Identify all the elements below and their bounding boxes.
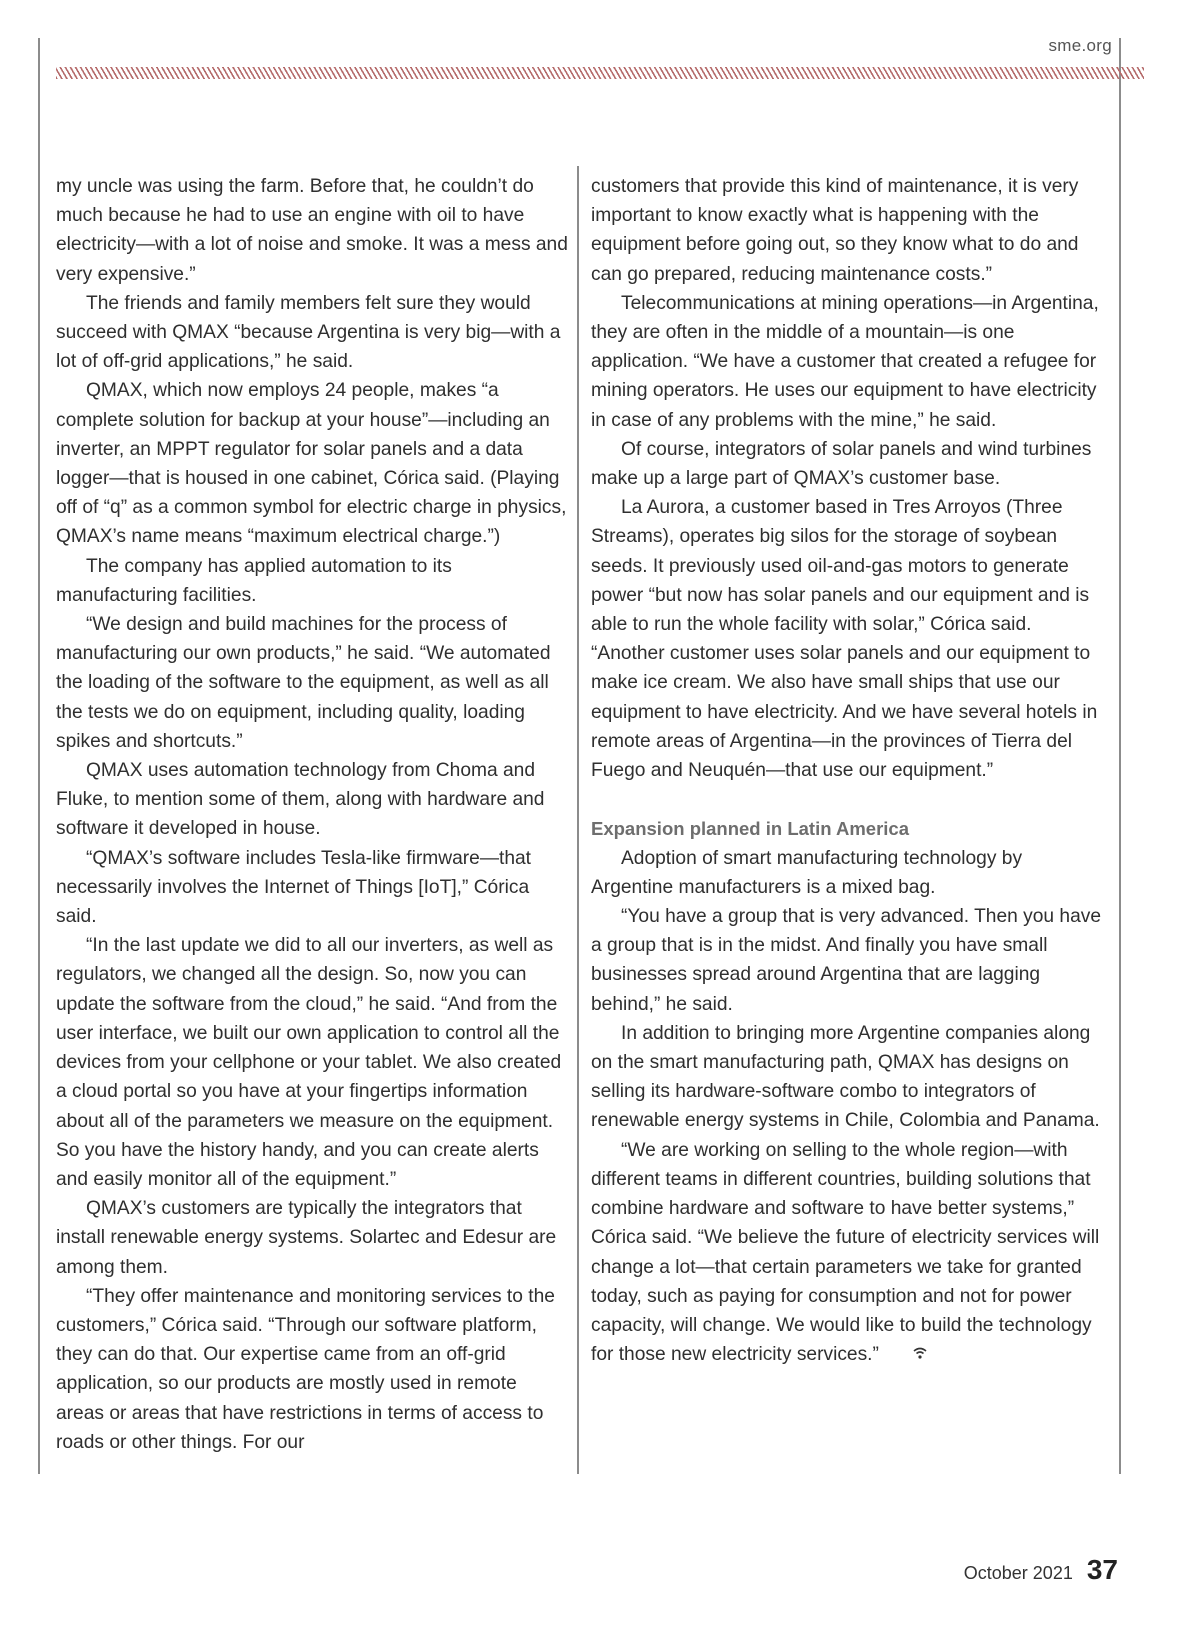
column-divider	[577, 166, 579, 1474]
paragraph: The company has applied automation to its manufacturing facilities.	[56, 555, 452, 606]
site-url: sme.org	[1048, 36, 1112, 55]
paragraph: QMAX’s customers are typically the integrators that install renewable energy systems. Solartec and Edesur are among them.	[56, 1198, 557, 1278]
section-spacer	[591, 785, 1103, 814]
paragraph: QMAX uses automation technology from Choma and Fluke, to mention some of them, along with hardware and software it developed in house.	[56, 760, 545, 840]
paragraph: my uncle was using the farm. Before that, he couldn’t do much because he had to use an engine with oil to have electricity—with a lot of noise and smoke. It was a mess and very expensive.”	[56, 176, 568, 285]
paragraph: La Aurora, a customer based in Tres Arroyos (Three Streams), operates big silos for the storage of soybean seeds. It previously used oil-and-gas motors to generate power “but now has solar panels and our equipment and is able to run the whole facility with solar,” Córica said. “Another customer uses solar panels and our equipment to make ice cream. We also have small ships that use our equipment to have electricity. And we have several hotels in remote areas of Argentina—in the provinces of Tierra del Fuego and Neuquén—that use our equipment.”	[591, 497, 1098, 782]
paragraph-text: “We are working on selling to the whole region—with different teams in different countries, building solutions that combine hardware and software to have better systems,” Córica said. “We believe the future of electricity services will change a lot—that certain parameters we take for granted today, such as paying for consumption and not for power capacity, will change. We would like to build the technology for those new electricity services.”	[591, 1139, 1100, 1366]
paragraph: Of course, integrators of solar panels and wind turbines make up a large part of QMAX’s customer base.	[591, 438, 1092, 490]
paragraph: “In the last update we did to all our inverters, as well as regulators, we changed all the design. So, now you can update the software from the cloud,” he said. “And from the user interface, we built our own application to control all the devices from your cellphone or your tablet. We also created a cloud portal so you have at your fingertips information about all of the parameters we measure on the equipment. So you have the history handy, and you can create alerts and easily monitor all of the equipment.”	[56, 935, 562, 1190]
left-border-rule	[38, 38, 40, 1474]
paragraph: “QMAX’s software includes Tesla-like firmware—that necessarily involves the Internet of Things [IoT],” Córica said.	[56, 847, 532, 928]
issue-date: October 2021	[963, 1563, 1073, 1583]
paragraph: customers that provide this kind of maintenance, it is very important to know exactly what is happening with the equipment before going out, so they know what to do and can go prepared, reducing maintenance costs.”	[591, 176, 1079, 285]
right-column	[591, 172, 1103, 1370]
paragraph-final	[591, 1136, 1103, 1370]
right-border-rule	[1119, 38, 1121, 1474]
paragraph: “You have a group that is very advanced. Then you have a group that is in the midst. And finally you have small businesses spread around Argentina that are lagging behind,” he said.	[591, 906, 1102, 1015]
page-footer	[964, 1554, 1118, 1586]
left-column	[56, 172, 568, 1457]
paragraph: In addition to bringing more Argentine companies along on the smart manufacturing path, QMAX has designs on selling its hardware-software combo to integrators of renewable energy systems in Chile, Colombia and Panama.	[591, 1022, 1100, 1132]
paragraph: Adoption of smart manufacturing technology by Argentine manufacturers is a mixed bag.	[591, 847, 1023, 898]
paragraph: The friends and family members felt sure they would succeed with QMAX “because Argentina is very big—with a lot of off-grid applications,” he said.	[56, 292, 561, 373]
page-number: 37	[1086, 1554, 1118, 1585]
paragraph: QMAX, which now employs 24 people, makes “a complete solution for backup at your house”—including an inverter, an MPPT regulator for solar panels and a data logger—that is housed in one cabinet, Córica said. (Playing off of “q” as a common symbol for electric charge in physics, QMAX’s name means “maximum electrical charge.”)	[56, 380, 567, 548]
paragraph: “They offer maintenance and monitoring services to the customers,” Córica said. “Through our software platform, they can do that. Our expertise came from an off-grid application, so our products are mostly used in remote areas or areas that have restrictions in terms of access to roads or other things. For our	[56, 1285, 555, 1453]
header-hatch-band	[56, 67, 1144, 79]
paragraph: “We design and build machines for the process of manufacturing our own products,” he said. “We automated the loading of the software to the equipment, as well as all the tests we do on equipment, including quality, loading spikes and shortcuts.”	[56, 614, 551, 752]
paragraph: Telecommunications at mining operations—in Argentina, they are often in the middle of a mountain—is one application. “We have a customer that created a refugee for mining operators. He uses our equipment to have electricity in case of any problems with the mine,” he said.	[591, 292, 1099, 431]
end-of-story-icon	[883, 1340, 927, 1369]
section-subhead: Expansion planned in Latin America	[591, 818, 909, 840]
